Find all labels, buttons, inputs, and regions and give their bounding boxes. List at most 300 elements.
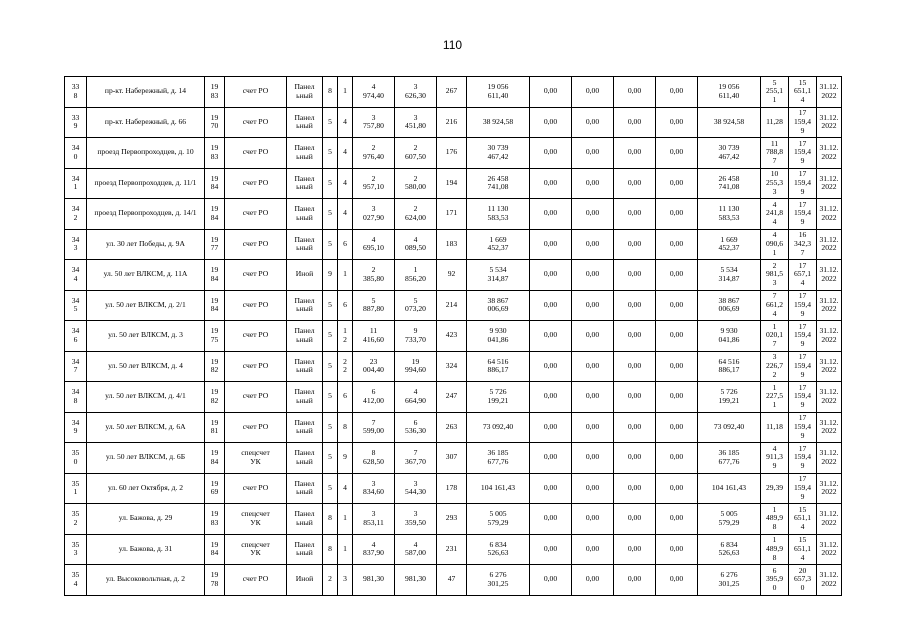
cost-source-3-cell: 0,00 [614, 382, 656, 413]
year-built-cell: 19 81 [205, 412, 225, 443]
unit-cost-cell: 3 226,7 2 [761, 351, 789, 382]
floors-cell: 5 [323, 138, 338, 169]
total-cost-cell: 36 185 677,76 [467, 443, 530, 474]
living-area-cell: 9 733,70 [395, 321, 437, 352]
unit-cost-cell: 11,18 [761, 412, 789, 443]
floors-cell: 5 [323, 473, 338, 504]
max-unit-cost-cell: 17 159,4 9 [789, 321, 817, 352]
total-area-cell: 3 027,90 [353, 199, 395, 230]
fund-cost-cell: 73 092,40 [698, 412, 761, 443]
max-unit-cost-cell: 17 159,4 9 [789, 199, 817, 230]
wall-material-cell: Панел ьный [287, 504, 323, 535]
address-cell: ул. Бажова, д. 29 [87, 504, 205, 535]
year-built-cell: 19 84 [205, 443, 225, 474]
cost-source-2-cell: 0,00 [572, 534, 614, 565]
cost-source-4-cell: 0,00 [656, 138, 698, 169]
floors-cell: 8 [323, 534, 338, 565]
row-number-cell: 35 0 [65, 443, 87, 474]
table-row [65, 565, 842, 596]
total-cost-cell: 11 130 583,53 [467, 199, 530, 230]
row-number-cell: 33 8 [65, 77, 87, 108]
year-built-cell: 19 83 [205, 77, 225, 108]
total-area-cell: 11 416,60 [353, 321, 395, 352]
cost-source-3-cell: 0,00 [614, 534, 656, 565]
fund-method-cell: счет РО [225, 168, 287, 199]
fund-cost-cell: 5 534 314,87 [698, 260, 761, 291]
wall-material-cell: Панел ьный [287, 321, 323, 352]
cost-source-2-cell: 0,00 [572, 77, 614, 108]
entrances-cell: 1 2 [338, 321, 353, 352]
address-cell: ул. 50 лет ВЛКСМ, д. 3 [87, 321, 205, 352]
cost-source-1-cell: 0,00 [530, 290, 572, 321]
deadline-cell: 31.12. 2022 [817, 351, 842, 382]
page-number: 110 [442, 38, 463, 52]
total-area-cell: 7 599,00 [353, 412, 395, 443]
max-unit-cost-cell: 17 159,4 9 [789, 412, 817, 443]
table-row [65, 138, 842, 169]
row-number-cell: 34 4 [65, 260, 87, 291]
residents-cell: 176 [437, 138, 467, 169]
cost-source-2-cell: 0,00 [572, 504, 614, 535]
address-cell: проезд Первопроходцев, д. 11/1 [87, 168, 205, 199]
entrances-cell: 1 [338, 77, 353, 108]
cost-source-2-cell: 0,00 [572, 412, 614, 443]
cost-source-2-cell: 0,00 [572, 321, 614, 352]
fund-method-cell: счет РО [225, 77, 287, 108]
fund-method-cell: счет РО [225, 565, 287, 596]
total-area-cell: 981,30 [353, 565, 395, 596]
fund-method-cell: спецсчет УК [225, 504, 287, 535]
max-unit-cost-cell: 16 342,3 7 [789, 229, 817, 260]
cost-source-1-cell: 0,00 [530, 565, 572, 596]
residents-cell: 324 [437, 351, 467, 382]
cost-source-3-cell: 0,00 [614, 138, 656, 169]
cost-source-4-cell: 0,00 [656, 382, 698, 413]
row-number-cell: 34 2 [65, 199, 87, 230]
floors-cell: 8 [323, 504, 338, 535]
total-area-cell: 23 004,40 [353, 351, 395, 382]
unit-cost-cell: 1 489,9 8 [761, 504, 789, 535]
cost-source-2-cell: 0,00 [572, 473, 614, 504]
total-area-cell: 4 695,10 [353, 229, 395, 260]
cost-source-3-cell: 0,00 [614, 199, 656, 230]
address-cell: проезд Первопроходцев, д. 10 [87, 138, 205, 169]
wall-material-cell: Панел ьный [287, 534, 323, 565]
deadline-cell: 31.12. 2022 [817, 443, 842, 474]
deadline-cell: 31.12. 2022 [817, 138, 842, 169]
fund-method-cell: счет РО [225, 321, 287, 352]
fund-cost-cell: 26 458 741,08 [698, 168, 761, 199]
total-area-cell: 2 385,80 [353, 260, 395, 291]
fund-cost-cell: 5 726 199,21 [698, 382, 761, 413]
cost-source-4-cell: 0,00 [656, 260, 698, 291]
cost-source-4-cell: 0,00 [656, 321, 698, 352]
table-row [65, 412, 842, 443]
year-built-cell: 19 70 [205, 107, 225, 138]
fund-method-cell: счет РО [225, 473, 287, 504]
year-built-cell: 19 82 [205, 351, 225, 382]
cost-source-3-cell: 0,00 [614, 504, 656, 535]
cost-source-2-cell: 0,00 [572, 565, 614, 596]
max-unit-cost-cell: 15 651,1 4 [789, 77, 817, 108]
unit-cost-cell: 7 661,2 4 [761, 290, 789, 321]
total-cost-cell: 26 458 741,08 [467, 168, 530, 199]
year-built-cell: 19 69 [205, 473, 225, 504]
unit-cost-cell: 6 395,9 0 [761, 565, 789, 596]
max-unit-cost-cell: 17 159,4 9 [789, 138, 817, 169]
year-built-cell: 19 84 [205, 534, 225, 565]
living-area-cell: 2 580,00 [395, 168, 437, 199]
year-built-cell: 19 84 [205, 168, 225, 199]
living-area-cell: 4 089,50 [395, 229, 437, 260]
total-cost-cell: 38 924,58 [467, 107, 530, 138]
entrances-cell: 6 [338, 290, 353, 321]
wall-material-cell: Панел ьный [287, 382, 323, 413]
year-built-cell: 19 77 [205, 229, 225, 260]
table-row [65, 534, 842, 565]
row-number-cell: 35 3 [65, 534, 87, 565]
address-cell: проезд Первопроходцев, д. 14/1 [87, 199, 205, 230]
housing-register-table [64, 76, 842, 596]
cost-source-2-cell: 0,00 [572, 168, 614, 199]
row-number-cell: 34 6 [65, 321, 87, 352]
total-area-cell: 4 974,40 [353, 77, 395, 108]
fund-cost-cell: 6 276 301,25 [698, 565, 761, 596]
total-area-cell: 5 887,80 [353, 290, 395, 321]
max-unit-cost-cell: 15 651,1 4 [789, 534, 817, 565]
address-cell: ул. 50 лет ВЛКСМ, д. 6А [87, 412, 205, 443]
wall-material-cell: Панел ьный [287, 443, 323, 474]
deadline-cell: 31.12. 2022 [817, 321, 842, 352]
living-area-cell: 4 664,90 [395, 382, 437, 413]
entrances-cell: 6 [338, 229, 353, 260]
living-area-cell: 1 856,20 [395, 260, 437, 291]
unit-cost-cell: 10 255,3 3 [761, 168, 789, 199]
unit-cost-cell: 29,39 [761, 473, 789, 504]
wall-material-cell: Иной [287, 565, 323, 596]
total-area-cell: 2 976,40 [353, 138, 395, 169]
row-number-cell: 34 5 [65, 290, 87, 321]
fund-method-cell: счет РО [225, 107, 287, 138]
living-area-cell: 2 624,00 [395, 199, 437, 230]
row-number-cell: 35 2 [65, 504, 87, 535]
table-row [65, 260, 842, 291]
cost-source-4-cell: 0,00 [656, 565, 698, 596]
address-cell: ул. 50 лет ВЛКСМ, д. 4/1 [87, 382, 205, 413]
address-cell: пр-кт. Набережный, д. 66 [87, 107, 205, 138]
cost-source-1-cell: 0,00 [530, 260, 572, 291]
residents-cell: 92 [437, 260, 467, 291]
cost-source-4-cell: 0,00 [656, 473, 698, 504]
entrances-cell: 4 [338, 199, 353, 230]
total-area-cell: 2 957,10 [353, 168, 395, 199]
living-area-cell: 19 994,60 [395, 351, 437, 382]
address-cell: ул. Бажова, д. 31 [87, 534, 205, 565]
floors-cell: 5 [323, 382, 338, 413]
table-row [65, 321, 842, 352]
cost-source-4-cell: 0,00 [656, 534, 698, 565]
cost-source-1-cell: 0,00 [530, 534, 572, 565]
fund-cost-cell: 36 185 677,76 [698, 443, 761, 474]
total-area-cell: 3 757,80 [353, 107, 395, 138]
unit-cost-cell: 1 489,9 8 [761, 534, 789, 565]
row-number-cell: 34 9 [65, 412, 87, 443]
address-cell: ул. 30 лет Победы, д. 9А [87, 229, 205, 260]
max-unit-cost-cell: 17 159,4 9 [789, 290, 817, 321]
deadline-cell: 31.12. 2022 [817, 565, 842, 596]
residents-cell: 267 [437, 77, 467, 108]
floors-cell: 2 [323, 565, 338, 596]
max-unit-cost-cell: 17 159,4 9 [789, 382, 817, 413]
table-row [65, 107, 842, 138]
total-cost-cell: 6 276 301,25 [467, 565, 530, 596]
fund-cost-cell: 38 924,58 [698, 107, 761, 138]
fund-cost-cell: 64 516 886,17 [698, 351, 761, 382]
max-unit-cost-cell: 15 651,1 4 [789, 504, 817, 535]
cost-source-1-cell: 0,00 [530, 351, 572, 382]
cost-source-2-cell: 0,00 [572, 382, 614, 413]
cost-source-1-cell: 0,00 [530, 229, 572, 260]
cost-source-3-cell: 0,00 [614, 77, 656, 108]
wall-material-cell: Панел ьный [287, 138, 323, 169]
cost-source-1-cell: 0,00 [530, 382, 572, 413]
year-built-cell: 19 82 [205, 382, 225, 413]
unit-cost-cell: 4 241,8 4 [761, 199, 789, 230]
cost-source-1-cell: 0,00 [530, 77, 572, 108]
total-cost-cell: 104 161,43 [467, 473, 530, 504]
cost-source-1-cell: 0,00 [530, 473, 572, 504]
year-built-cell: 19 78 [205, 565, 225, 596]
address-cell: ул. 50 лет ВЛКСМ, д. 4 [87, 351, 205, 382]
address-cell: ул. 50 лет ВЛКСМ, д. 6Б [87, 443, 205, 474]
address-cell: ул. Высоковольтная, д. 2 [87, 565, 205, 596]
address-cell: ул. 50 лет ВЛКСМ, д. 2/1 [87, 290, 205, 321]
table-row [65, 382, 842, 413]
row-number-cell: 34 7 [65, 351, 87, 382]
fund-cost-cell: 9 930 041,86 [698, 321, 761, 352]
fund-cost-cell: 30 739 467,42 [698, 138, 761, 169]
total-area-cell: 3 853,11 [353, 504, 395, 535]
entrances-cell: 4 [338, 107, 353, 138]
wall-material-cell: Панел ьный [287, 229, 323, 260]
max-unit-cost-cell: 20 657,3 0 [789, 565, 817, 596]
fund-method-cell: счет РО [225, 382, 287, 413]
cost-source-3-cell: 0,00 [614, 168, 656, 199]
living-area-cell: 5 073,20 [395, 290, 437, 321]
deadline-cell: 31.12. 2022 [817, 504, 842, 535]
wall-material-cell: Панел ьный [287, 412, 323, 443]
fund-cost-cell: 11 130 583,53 [698, 199, 761, 230]
fund-method-cell: счет РО [225, 351, 287, 382]
cost-source-3-cell: 0,00 [614, 229, 656, 260]
floors-cell: 5 [323, 412, 338, 443]
table-row [65, 351, 842, 382]
row-number-cell: 35 4 [65, 565, 87, 596]
table-row [65, 473, 842, 504]
total-cost-cell: 30 739 467,42 [467, 138, 530, 169]
fund-method-cell: спецсчет УК [225, 534, 287, 565]
entrances-cell: 1 [338, 504, 353, 535]
total-area-cell: 4 837,90 [353, 534, 395, 565]
address-cell: ул. 60 лет Октября, д. 2 [87, 473, 205, 504]
unit-cost-cell: 2 981,5 3 [761, 260, 789, 291]
max-unit-cost-cell: 17 159,4 9 [789, 168, 817, 199]
floors-cell: 9 [323, 260, 338, 291]
cost-source-4-cell: 0,00 [656, 290, 698, 321]
total-cost-cell: 6 834 526,63 [467, 534, 530, 565]
deadline-cell: 31.12. 2022 [817, 77, 842, 108]
entrances-cell: 4 [338, 138, 353, 169]
max-unit-cost-cell: 17 159,4 9 [789, 351, 817, 382]
entrances-cell: 1 [338, 534, 353, 565]
cost-source-1-cell: 0,00 [530, 138, 572, 169]
total-cost-cell: 5 726 199,21 [467, 382, 530, 413]
total-cost-cell: 38 867 006,69 [467, 290, 530, 321]
cost-source-3-cell: 0,00 [614, 443, 656, 474]
cost-source-2-cell: 0,00 [572, 199, 614, 230]
row-number-cell: 35 1 [65, 473, 87, 504]
residents-cell: 47 [437, 565, 467, 596]
wall-material-cell: Панел ьный [287, 77, 323, 108]
cost-source-3-cell: 0,00 [614, 351, 656, 382]
cost-source-3-cell: 0,00 [614, 321, 656, 352]
cost-source-1-cell: 0,00 [530, 321, 572, 352]
cost-source-4-cell: 0,00 [656, 77, 698, 108]
fund-method-cell: счет РО [225, 290, 287, 321]
floors-cell: 5 [323, 107, 338, 138]
row-number-cell: 34 0 [65, 138, 87, 169]
cost-source-2-cell: 0,00 [572, 138, 614, 169]
total-area-cell: 3 834,60 [353, 473, 395, 504]
cost-source-2-cell: 0,00 [572, 229, 614, 260]
year-built-cell: 19 83 [205, 138, 225, 169]
living-area-cell: 2 607,50 [395, 138, 437, 169]
table-row [65, 199, 842, 230]
entrances-cell: 2 2 [338, 351, 353, 382]
table-row [65, 168, 842, 199]
cost-source-3-cell: 0,00 [614, 290, 656, 321]
living-area-cell: 981,30 [395, 565, 437, 596]
cost-source-4-cell: 0,00 [656, 412, 698, 443]
unit-cost-cell: 11 788,8 7 [761, 138, 789, 169]
cost-source-1-cell: 0,00 [530, 412, 572, 443]
row-number-cell: 34 1 [65, 168, 87, 199]
living-area-cell: 3 544,30 [395, 473, 437, 504]
row-number-cell: 34 3 [65, 229, 87, 260]
entrances-cell: 1 [338, 260, 353, 291]
table-row [65, 77, 842, 108]
total-cost-cell: 64 516 886,17 [467, 351, 530, 382]
deadline-cell: 31.12. 2022 [817, 107, 842, 138]
cost-source-2-cell: 0,00 [572, 260, 614, 291]
table-row [65, 229, 842, 260]
entrances-cell: 4 [338, 473, 353, 504]
deadline-cell: 31.12. 2022 [817, 199, 842, 230]
living-area-cell: 3 626,30 [395, 77, 437, 108]
unit-cost-cell: 1 020,1 7 [761, 321, 789, 352]
fund-method-cell: счет РО [225, 199, 287, 230]
cost-source-3-cell: 0,00 [614, 473, 656, 504]
cost-source-1-cell: 0,00 [530, 199, 572, 230]
entrances-cell: 6 [338, 382, 353, 413]
wall-material-cell: Панел ьный [287, 290, 323, 321]
deadline-cell: 31.12. 2022 [817, 290, 842, 321]
wall-material-cell: Панел ьный [287, 168, 323, 199]
total-cost-cell: 73 092,40 [467, 412, 530, 443]
fund-method-cell: счет РО [225, 260, 287, 291]
residents-cell: 183 [437, 229, 467, 260]
floors-cell: 5 [323, 351, 338, 382]
deadline-cell: 31.12. 2022 [817, 534, 842, 565]
max-unit-cost-cell: 17 159,4 9 [789, 473, 817, 504]
residents-cell: 307 [437, 443, 467, 474]
fund-method-cell: счет РО [225, 138, 287, 169]
total-cost-cell: 9 930 041,86 [467, 321, 530, 352]
floors-cell: 5 [323, 229, 338, 260]
residents-cell: 171 [437, 199, 467, 230]
deadline-cell: 31.12. 2022 [817, 412, 842, 443]
unit-cost-cell: 4 911,3 9 [761, 443, 789, 474]
fund-cost-cell: 6 834 526,63 [698, 534, 761, 565]
max-unit-cost-cell: 17 159,4 9 [789, 443, 817, 474]
address-cell: пр-кт. Набережный, д. 14 [87, 77, 205, 108]
fund-cost-cell: 38 867 006,69 [698, 290, 761, 321]
cost-source-3-cell: 0,00 [614, 260, 656, 291]
floors-cell: 8 [323, 77, 338, 108]
cost-source-4-cell: 0,00 [656, 229, 698, 260]
year-built-cell: 19 75 [205, 321, 225, 352]
fund-cost-cell: 5 005 579,29 [698, 504, 761, 535]
fund-cost-cell: 19 056 611,40 [698, 77, 761, 108]
deadline-cell: 31.12. 2022 [817, 229, 842, 260]
total-cost-cell: 5 005 579,29 [467, 504, 530, 535]
floors-cell: 5 [323, 168, 338, 199]
deadline-cell: 31.12. 2022 [817, 168, 842, 199]
cost-source-3-cell: 0,00 [614, 565, 656, 596]
total-cost-cell: 5 534 314,87 [467, 260, 530, 291]
fund-cost-cell: 1 669 452,37 [698, 229, 761, 260]
floors-cell: 5 [323, 321, 338, 352]
total-cost-cell: 19 056 611,40 [467, 77, 530, 108]
deadline-cell: 31.12. 2022 [817, 382, 842, 413]
cost-source-4-cell: 0,00 [656, 199, 698, 230]
wall-material-cell: Панел ьный [287, 107, 323, 138]
cost-source-1-cell: 0,00 [530, 107, 572, 138]
row-number-cell: 34 8 [65, 382, 87, 413]
living-area-cell: 3 359,50 [395, 504, 437, 535]
cost-source-3-cell: 0,00 [614, 107, 656, 138]
residents-cell: 214 [437, 290, 467, 321]
table-body [65, 77, 842, 596]
cost-source-1-cell: 0,00 [530, 504, 572, 535]
cost-source-3-cell: 0,00 [614, 412, 656, 443]
cost-source-1-cell: 0,00 [530, 443, 572, 474]
total-cost-cell: 1 669 452,37 [467, 229, 530, 260]
residents-cell: 423 [437, 321, 467, 352]
wall-material-cell: Панел ьный [287, 199, 323, 230]
living-area-cell: 4 587,00 [395, 534, 437, 565]
table-row [65, 290, 842, 321]
table-row [65, 504, 842, 535]
max-unit-cost-cell: 17 159,4 9 [789, 107, 817, 138]
residents-cell: 263 [437, 412, 467, 443]
address-cell: ул. 50 лет ВЛКСМ, д. 11А [87, 260, 205, 291]
wall-material-cell: Панел ьный [287, 351, 323, 382]
cost-source-4-cell: 0,00 [656, 504, 698, 535]
cost-source-4-cell: 0,00 [656, 443, 698, 474]
unit-cost-cell: 1 227,5 1 [761, 382, 789, 413]
fund-method-cell: спецсчет УК [225, 443, 287, 474]
